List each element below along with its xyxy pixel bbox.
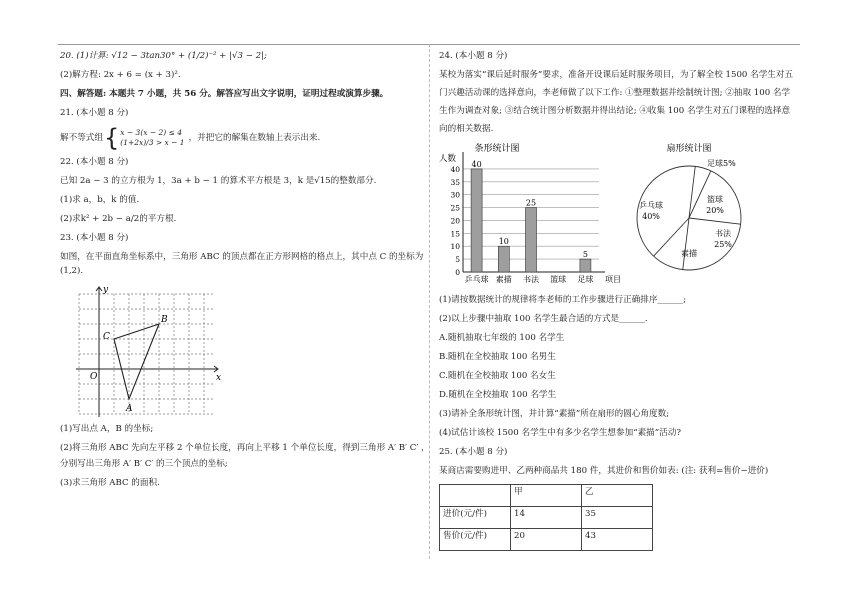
pie-chart [619, 142, 799, 290]
section-4-heading: 四、解答题: 本题共 7 小题，共 56 分。解答应写出文字说明，证明过程或演算步骤。 [60, 89, 389, 99]
bar [471, 169, 482, 272]
bar-value-label: 40 [471, 159, 482, 169]
q24-part2: (2)以上步骤中抽取 100 名学生最合适的方式是______. [439, 314, 648, 324]
bar-value-label: 5 [582, 250, 588, 260]
pie-slice-label: 篮球 [707, 195, 723, 204]
y-tick-label: 0 [455, 268, 460, 277]
table-cell: 进价(元/件) [440, 507, 511, 529]
q24-text-4: 向的相关数据. [439, 124, 494, 134]
q21-system [60, 126, 422, 150]
q21-text-a: 解不等式组 [60, 132, 103, 143]
table-header-cell [440, 485, 511, 507]
pie-slice-label: 素描 [681, 249, 697, 258]
q24-option-d: D.随机在全校抽取 100 名学生 [439, 390, 557, 400]
q23-part2: (2)将三角形 ABC 先向左平移 2 个单位长度，再向上平移 1 个单位长度，得到三角形 A′ B′ C′ ， [60, 443, 430, 453]
q20-part2: (2)解方程: 2x + 6 = (x + 3)². [60, 70, 181, 80]
q25-heading: 25. (本小题 8 分) [439, 447, 508, 457]
table-cell: 35 [582, 507, 653, 529]
left-column [60, 50, 430, 496]
price-table-header-row [440, 485, 653, 507]
bar-chart-title: 条形统计图 [474, 144, 520, 154]
q23-heading: 23. (本小题 8 分) [60, 233, 129, 243]
y-tick-label: 25 [450, 203, 460, 213]
point-c-label: C [103, 332, 110, 342]
q22-part2: (2)求k² + 2b − a/2的平方根. [60, 214, 177, 224]
x-axis-label: x [216, 373, 222, 383]
origin-label: O [90, 372, 98, 382]
pie-slice-label: 乒乓球 [639, 201, 663, 210]
q24-heading: 24. (本小题 8 分) [439, 51, 508, 61]
table-header-cell: 甲 [511, 485, 582, 507]
y-tick-label: 5 [455, 255, 460, 265]
column-divider [429, 44, 430, 559]
y-tick-label: 10 [450, 242, 460, 252]
q21-brace: { [103, 124, 120, 152]
y-tick-label: 20 [450, 216, 460, 226]
q25-text: 某商店需要购进甲、乙两种商品共 180 件，其进价和售价如表: (注: 获利=售价−进价) [439, 466, 769, 476]
pie-chart-title: 扇形统计图 [666, 144, 712, 154]
x-tick-label: 素描 [495, 275, 512, 284]
q20-part1: 20. (1)计算: √12 − 3tan30° + (1/2)⁻² + |√3 − 2|; [60, 51, 267, 61]
table-cell: 20 [511, 529, 582, 551]
pie-slice-percent: 40% [642, 212, 660, 221]
x-tick-label: 乒乓球 [464, 275, 489, 284]
q21-heading: 21. (本小题 8 分) [60, 108, 129, 118]
y-tick-label: 30 [450, 190, 460, 200]
table-cell: 售价(元/件) [440, 529, 511, 551]
y-tick-label: 15 [450, 229, 460, 239]
triangle-abc [114, 324, 159, 399]
q24-text-2: 门兴趣活动课的选择意向，李老师做了以下工作: ①整理数据并绘制统计图; ②抽取 100 名学 [439, 88, 791, 98]
q21-ineq-2: (1+2x)/3 > x − 1 [120, 138, 185, 147]
x-tick-label: 足球 [577, 275, 594, 284]
bar [526, 208, 537, 272]
q24-option-c: C.随机在全校抽取 100 名女生 [439, 371, 556, 381]
q21-ineq-1: x − 3(x − 2) ≤ 4 [120, 128, 183, 137]
q23-text-1: 如图，在平面直角坐标系中，三角形 ABC 的顶点都在正方形网格的格点上，其中点 C 的坐标为 [60, 252, 424, 262]
q22-heading: 22. (本小题 8 分) [60, 157, 129, 167]
bar-value-label: 10 [498, 237, 509, 247]
point-a-label: A [126, 404, 133, 414]
q22-text: 已知 2a − 3 的立方根为 1，3a + b − 1 的算术平方根是 3，k 是√15的整数部分. [60, 176, 377, 186]
bar-chart-xlabel: 项目 [605, 275, 621, 284]
q22-part1: (1)求 a，b，k 的值. [60, 195, 140, 205]
q23-text-2: (1,2). [60, 266, 84, 276]
q23-part2-continued: 分别写出三角形 A′ B′ C′ 的三个顶点的坐标; [60, 459, 228, 469]
table-row [440, 529, 653, 551]
table-header-cell: 乙 [582, 485, 653, 507]
x-tick-label: 篮球 [550, 275, 567, 284]
pie-slice-label: 足球5% [707, 159, 736, 168]
pie-slice-percent: 25% [714, 240, 732, 249]
bar-chart [439, 142, 619, 290]
right-column [439, 50, 799, 551]
q24-text-3: 生作为调查对象; ③结合统计图分析数据并得出结论; ④收集 100 名学生对五门课程的选择意 [439, 106, 791, 116]
point-b-label: B [161, 315, 168, 325]
q24-part4: (4)试估计该校 1500 名学生中有多少名学生想参加“素描”活动? [439, 428, 681, 438]
price-table [439, 484, 653, 551]
y-tick-label: 35 [450, 177, 460, 187]
bar [498, 246, 509, 272]
q24-part1: (1)请按数据统计的规律将李老师的工作步骤进行正确排序______; [439, 295, 687, 305]
q24-option-a: A.随机抽取七年级的 100 名学生 [439, 333, 565, 343]
y-tick-label: 40 [450, 164, 460, 174]
coordinate-grid-figure [74, 284, 224, 419]
q24-charts [439, 142, 799, 290]
x-tick-label: 书法 [523, 275, 539, 284]
table-cell: 14 [511, 507, 582, 529]
q23-part3: (3)求三角形 ABC 的面积. [60, 478, 160, 488]
q24-option-b: B.随机在全校抽取 100 名男生 [439, 352, 556, 362]
pie-slice-label: 书法 [715, 229, 731, 238]
q24-part3: (3)请补全条形统计图，并计算“素描”所在扇形的圆心角度数; [439, 409, 670, 419]
bar-value-label: 25 [525, 198, 537, 208]
y-axis-label: y [103, 285, 109, 295]
q21-inequalities [120, 128, 184, 148]
q23-part1: (1)写出点 A，B 的坐标; [60, 424, 154, 434]
bar [580, 259, 591, 272]
q21-text-b: ，并把它的解集在数轴上表示出来. [188, 132, 321, 143]
table-row [440, 507, 653, 529]
pie-slice-percent: 20% [706, 206, 724, 215]
table-cell: 43 [582, 529, 653, 551]
q24-text-1: 某校为落实“课后延时服务”要求，准备开设课后延时服务项目，为了解全校 1500 名学生对五 [439, 70, 794, 80]
bar-chart-ylabel: 人数 [439, 154, 457, 164]
